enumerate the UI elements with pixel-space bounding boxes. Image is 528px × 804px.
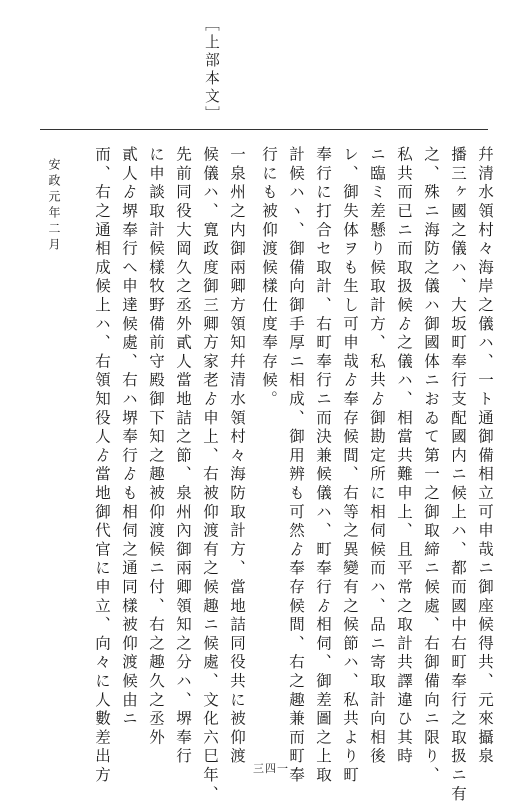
text-column-11: 候儀ハ、寬政度御三卿方家老ゟ申上、右被仰渡有之候趣ニ候處、文化六巳年、: [201, 146, 219, 804]
text-column-14: 貳人ゟ堺奉行へ申達候處、右ハ堺奉行ゟも相伺之通同樣被仰渡候由ニ: [120, 146, 138, 729]
page-number: 三四一: [253, 762, 289, 775]
running-head-date: 安政元年二月: [47, 158, 61, 254]
text-column-6: レ、御失体ヲも生し可申哉ゟ奉存候間、右等之異變有之候節ハ、私共より町: [341, 146, 359, 786]
text-column-12: 先前同役大岡久之丞外貳人當地詰之節、泉州內御兩卿領知之分ハ、堺奉行: [174, 146, 192, 767]
text-column-9: 行にも被仰渡候樣仕度奉存候。: [260, 146, 278, 410]
upper-text: ［上部本文］: [203, 16, 220, 124]
text-column-15: 而、右之通相成候上ハ、右領知役人ゟ當地御代官に申立、向々に人數差出方: [93, 146, 111, 786]
text-column-5: ニ臨ミ差懸り候取計方、私共ゟ御勘定所に相伺候而ハ、品ニ寄取計向相後: [368, 146, 386, 767]
horizontal-rule: [40, 129, 488, 130]
text-column-7: 奉行に打合セ取計、右町奉行ニ而決兼候儀ハ、町奉行ゟ相伺、御差圖之上取: [314, 146, 332, 786]
text-column-3: 之、殊ニ海防之儀ハ御國体ニおゐて第一之御取締ニ候處、右御備向ニ限り、: [422, 146, 440, 786]
text-column-8: 計候ハヽ、御備向御手厚ニ相成、御用辨も可然ゟ奉存候間、右之趣兼而町奉: [287, 146, 305, 786]
text-column-10: 一泉州之内御兩卿方領知幷清水領村々海防取計方、當地詰同役共に被仰渡: [228, 146, 246, 767]
text-column-4: 私共而已ニ而取扱候ゟ之儀ハ、相當共難申上、且平常之取計共譯違ひ其時: [395, 146, 413, 767]
text-column-13: に申談取計候樣牧野備前守殿御下知之趣被仰渡候ニ付、右之趣久之丞外: [147, 146, 165, 748]
text-column-1: 幷清水領村々海岸之儀ハ、一ト通御備相立可申哉ニ御座候得共、元來攝泉: [476, 146, 494, 767]
text-column-2: 播三ヶ國之儀ハ、大坂町奉行支配國内ニ候上ハ、都而國中右町奉行之取扱ニ有: [449, 146, 467, 804]
